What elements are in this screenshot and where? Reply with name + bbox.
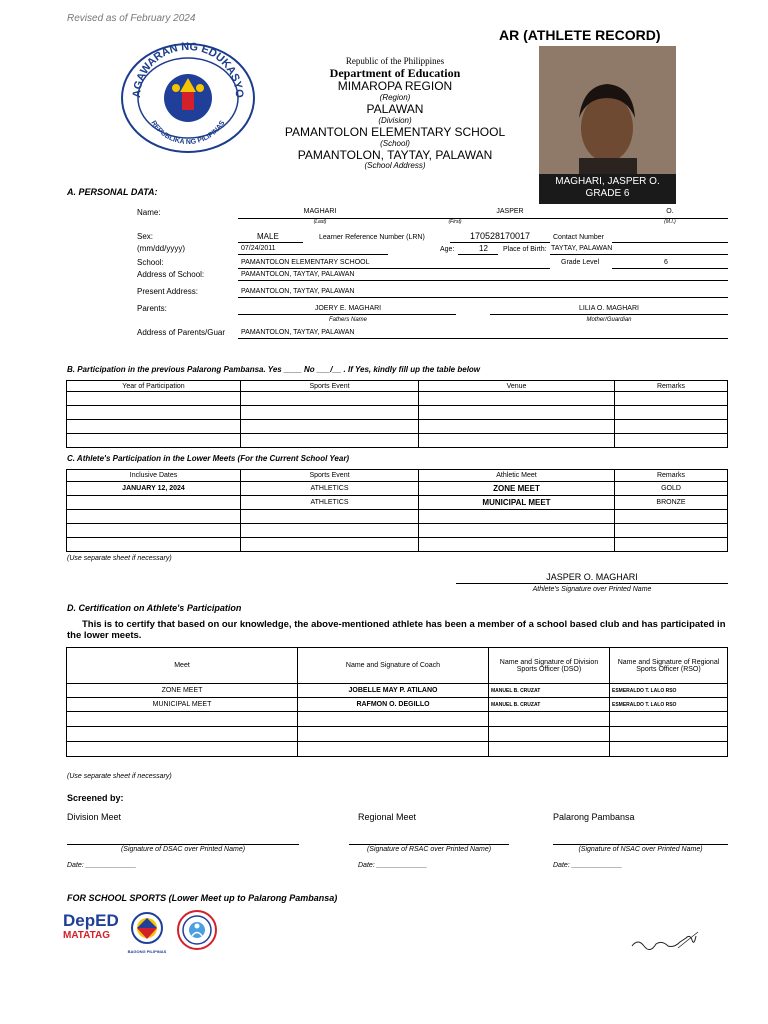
mother-name: LILIA O. MAGHARI	[579, 305, 639, 312]
palarong-date: Date: _____________	[553, 862, 623, 869]
mother-label: Mother/Guardian	[586, 317, 632, 323]
lrn-label: Learner Reference Number (LRN)	[319, 234, 425, 241]
table-row	[67, 684, 728, 698]
section-c-note: (Use separate sheet if necessary)	[67, 555, 172, 562]
table-row	[67, 434, 728, 448]
division-meet-label: Division Meet	[67, 812, 122, 822]
section-d-table	[66, 647, 728, 757]
pob-line	[550, 254, 728, 255]
seal-top-text: AGAWARAN NG EDUKASYO	[130, 42, 246, 99]
nsac-line	[553, 844, 728, 845]
sex-value: MALE	[257, 232, 279, 241]
grade-label: Grade Level	[561, 259, 600, 266]
table-row	[67, 698, 728, 712]
section-d-heading: D. Certification on Athlete's Participation	[67, 603, 242, 613]
table-row	[67, 727, 728, 742]
father-name: JOERY E. MAGHARI	[314, 305, 382, 312]
cell-meet: MUNICIPAL MEET	[419, 496, 615, 510]
table-header-row	[67, 381, 728, 392]
age-label: Age:	[440, 246, 455, 253]
sex-label: Sex:	[137, 232, 154, 241]
col-remarks: Remarks	[615, 381, 728, 392]
athlete-signature-name: JASPER O. MAGHARI	[546, 572, 638, 582]
section-d-note: (Use separate sheet if necessary)	[67, 773, 172, 780]
mother-line	[490, 314, 728, 315]
deped-wordmark: DepED	[63, 911, 119, 930]
table-header-row	[67, 648, 728, 684]
region-label: (Region)	[379, 93, 411, 102]
parents-label: Parents:	[137, 304, 167, 313]
cell-meet: ZONE MEET	[67, 684, 298, 698]
table-row	[67, 496, 728, 510]
nsac-label: (Signature of NSAC over Printed Name)	[578, 846, 703, 853]
for-school-sports: FOR SCHOOL SPORTS (Lower Meet up to Palarong Pambansa)	[67, 893, 338, 903]
cell-dso: MANUEL B. CRUZAT	[489, 684, 610, 698]
col-inclusive-dates: Inclusive Dates	[67, 470, 241, 482]
mi-label: (M.I.)	[664, 219, 676, 225]
school-line	[238, 268, 550, 269]
header-block	[240, 56, 550, 171]
section-c-heading: C. Athlete's Participation in the Lower Meets (For the Current School Year)	[67, 454, 350, 463]
lrn-value: 170528170017	[470, 231, 531, 241]
father-line	[238, 314, 456, 315]
name-label: Name:	[137, 208, 161, 217]
cell-event: ATHLETICS	[241, 496, 419, 510]
first-label: (First)	[448, 219, 462, 225]
col-rso: Name and Signature of Regional Sports Officer (RSO)	[610, 648, 728, 684]
region-value: MIMAROPA REGION	[337, 79, 453, 93]
middle-initial: O.	[666, 208, 674, 215]
division-date: Date: _____________	[67, 862, 137, 869]
regional-date: Date: _____________	[358, 862, 428, 869]
table-row	[67, 524, 728, 538]
form-title: AR (ATHLETE RECORD)	[499, 27, 661, 43]
regional-meet-label: Regional Meet	[358, 812, 417, 822]
rsac-label: (Signature of RSAC over Printed Name)	[366, 846, 492, 853]
parents-address-line	[238, 338, 728, 339]
deped-seal	[120, 42, 256, 154]
cell-meet: ZONE MEET	[419, 482, 615, 496]
present-address-value: PAMANTOLON, TAYTAY, PALAWAN	[241, 288, 355, 295]
col-sports-event: Sports Event	[241, 381, 419, 392]
dob-value: 07/24/2011	[241, 245, 276, 252]
revised-note: Revised as of February 2024	[67, 13, 196, 24]
father-label: Fathers Name	[328, 317, 367, 323]
palarong-label: Palarong Pambansa	[553, 812, 635, 822]
first-name: JASPER	[496, 208, 524, 215]
school-address-field-value: PAMANTOLON, TAYTAY, PALAWAN	[241, 271, 355, 278]
cell-rso: ESMERALDO T. LALO RSO	[610, 698, 728, 712]
present-address-line	[238, 297, 728, 298]
certification-text: This is to certify that based on our knowledge, the above-mentioned athlete has been a member of a school based club and has participated in the lower meets.	[67, 619, 726, 641]
cell-coach: JOBELLE MAY P. ATILANO	[298, 684, 489, 698]
table-row	[67, 482, 728, 496]
last-label: (Last)	[313, 219, 327, 225]
bagong-pilipinas-logo	[122, 912, 172, 952]
photo-caption	[539, 174, 676, 204]
seal-bottom-text: REPUBLIKA NG PILIPINAS	[149, 119, 227, 147]
table-row	[67, 406, 728, 420]
grade-line	[612, 268, 728, 269]
signature-scribble	[630, 928, 700, 957]
section-b-table	[66, 380, 728, 448]
cell-date	[67, 496, 241, 510]
table-row	[67, 538, 728, 552]
dsac-label: (Signature of DSAC over Printed Name)	[120, 846, 246, 853]
section-a-heading: A. PERSONAL DATA:	[67, 187, 158, 197]
screened-heading: Screened by:	[67, 793, 124, 803]
table-row	[67, 510, 728, 524]
pob-label: Place of Birth:	[503, 246, 547, 253]
contact-label: Contact Number	[553, 234, 604, 241]
col-year: Year of Participation	[67, 381, 241, 392]
school-field-label: School:	[137, 258, 164, 267]
dob-label: (mm/dd/yyyy)	[137, 244, 185, 253]
lrn-line	[450, 242, 550, 243]
photo-name: MAGHARI, JASPER O.	[555, 176, 660, 187]
cell-remarks: GOLD	[615, 482, 728, 496]
cell-remarks: BRONZE	[615, 496, 728, 510]
deped-matatag-logo	[63, 912, 121, 952]
school-field-value: PAMANTOLON ELEMENTARY SCHOOL	[241, 259, 370, 266]
pob-value: TAYTAY, PALAWAN	[551, 245, 613, 252]
republic-text: Republic of the Philippines	[345, 56, 445, 66]
cell-meet: MUNICIPAL MEET	[67, 698, 298, 712]
cell-rso: ESMERALDO T. LALO RSO	[610, 684, 728, 698]
age-value: 12	[479, 244, 488, 253]
col-dso: Name and Signature of Division Sports Officer (DSO)	[489, 648, 610, 684]
col-meet: Meet	[67, 648, 298, 684]
department-text: Department of Education	[329, 66, 461, 80]
table-header-row	[67, 470, 728, 482]
parents-address-label: Address of Parents/Guar	[137, 328, 226, 337]
grade-value: 6	[664, 259, 668, 266]
school-label: (School)	[380, 139, 410, 148]
parents-address-value: PAMANTOLON, TAYTAY, PALAWAN	[241, 329, 355, 336]
cell-event: ATHLETICS	[241, 482, 419, 496]
table-row	[67, 420, 728, 434]
col-venue: Venue	[419, 381, 615, 392]
col-remarks: Remarks	[615, 470, 728, 482]
cell-date: JANUARY 12, 2024	[67, 482, 241, 496]
school-address-field-label: Address of School:	[137, 270, 205, 279]
col-sports-event: Sports Event	[241, 470, 419, 482]
athlete-signature-line	[456, 583, 728, 584]
table-row	[67, 742, 728, 757]
section-c-table	[66, 469, 728, 552]
cell-dso: MANUEL B. CRUZAT	[489, 698, 610, 712]
matatag-wordmark: MATATAG	[63, 930, 111, 941]
contact-line	[612, 242, 728, 243]
last-name: MAGHARI	[303, 208, 337, 215]
age-line	[458, 254, 498, 255]
bagong-pilipinas-emblem	[122, 912, 172, 944]
col-athletic-meet: Athletic Meet	[419, 470, 615, 482]
athlete-signature-label: Athlete's Signature over Printed Name	[532, 586, 652, 593]
division-label: (Division)	[378, 116, 412, 125]
sex-line	[238, 242, 303, 243]
rsac-line	[349, 844, 509, 845]
table-row	[67, 712, 728, 727]
dsac-line	[67, 844, 299, 845]
photo-portrait	[539, 46, 676, 174]
school-address-label: (School Address)	[364, 161, 426, 170]
table-row	[67, 392, 728, 406]
photo-grade: GRADE 6	[585, 188, 630, 199]
bagong-pilipinas-text: BAGONG PILIPINAS	[127, 949, 167, 954]
palarong-emblem	[175, 910, 219, 955]
school-address-line	[238, 280, 728, 281]
dob-line	[238, 254, 388, 255]
col-coach: Name and Signature of Coach	[298, 648, 489, 684]
division-value: PALAWAN	[366, 102, 424, 116]
school-address-value: PAMANTOLON, TAYTAY, PALAWAN	[297, 148, 493, 162]
school-value: PAMANTOLON ELEMENTARY SCHOOL	[284, 125, 506, 139]
section-b-heading: B. Participation in the previous Palarong Pambansa. Yes ____ No ___/__ . If Yes, kindly fill up the table below	[67, 365, 481, 374]
present-address-label: Present Address:	[137, 287, 198, 296]
athlete-photo	[539, 46, 676, 202]
cell-coach: RAFMON O. DEGILLO	[298, 698, 489, 712]
